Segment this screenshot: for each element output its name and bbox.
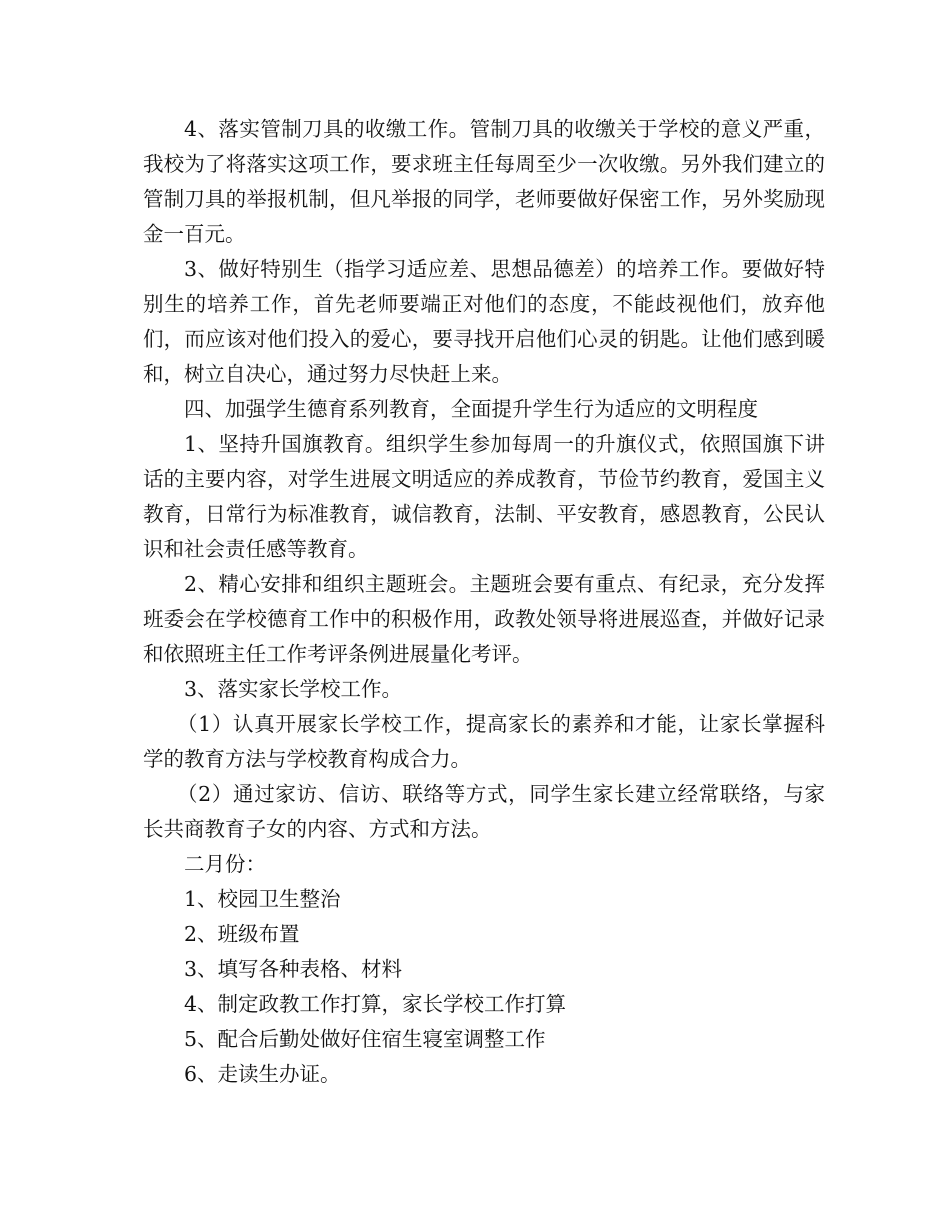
- list-item: 5、配合后勤处做好住宿生寝室调整工作: [184, 1027, 546, 1051]
- month-heading-february: 二月份：: [184, 852, 266, 876]
- list-item: 1、校园卫生整治: [184, 887, 341, 911]
- paragraph-special-students: 3、做好特别生（指学习适应差、思想品德差）的培养工作。要做好特别生的培养工作，首先老师要端正对他们的态度，不能歧视他们，放弃他们，而应该对他们投入的爱心，要寻找开启他们心灵的钥匙。让他们感到暖和，树立自决心，通过努力尽快赶上来。: [143, 257, 825, 386]
- document-body: [143, 112, 825, 1092]
- section-heading-moral-education: 四、加强学生德育系列教育，全面提升学生行为适应的文明程度: [184, 397, 758, 421]
- list-item: 6、走读生办证。: [184, 1062, 341, 1086]
- list-item: 3、填写各种表格、材料: [184, 957, 403, 981]
- paragraph-confiscate-knives: 4、落实管制刀具的收缴工作。管制刀具的收缴关于学校的意义严重，我校为了将落实这项工作，要求班主任每周至少一次收缴。另外我们建立的管制刀具的举报机制，但凡举报的同学，老师要做好保密工作，另外奖励现金一百元。: [143, 117, 825, 246]
- list-item: 4、制定政教工作打算，家长学校工作打算: [184, 992, 567, 1016]
- list-item: 2、班级布置: [184, 922, 300, 946]
- paragraph-class-meetings: 2、精心安排和组织主题班会。主题班会要有重点、有纪录，充分发挥班委会在学校德育工作中的积极作用，政教处领导将进展巡查，并做好记录和依照班主任工作考评条例进展量化考评。: [143, 572, 825, 666]
- paragraph-parent-school: 3、落实家长学校工作。: [184, 677, 403, 701]
- paragraph-parent-school-item-2: （2）通过家访、信访、联络等方式，同学生家长建立经常联络，与家长共商教育子女的内容、方式和方法。: [143, 782, 825, 841]
- paragraph-flag-raising: 1、坚持升国旗教育。组织学生参加每周一的升旗仪式，依照国旗下讲话的主要内容，对学生进展文明适应的养成教育，节俭节约教育，爱国主义教育，日常行为标准教育，诚信教育，法制、平安教育，感恩教育，公民认识和社会责任感等教育。: [143, 432, 825, 561]
- paragraph-parent-school-item-1: （1）认真开展家长学校工作，提高家长的素养和才能，让家长掌握科学的教育方法与学校教育构成合力。: [143, 712, 825, 771]
